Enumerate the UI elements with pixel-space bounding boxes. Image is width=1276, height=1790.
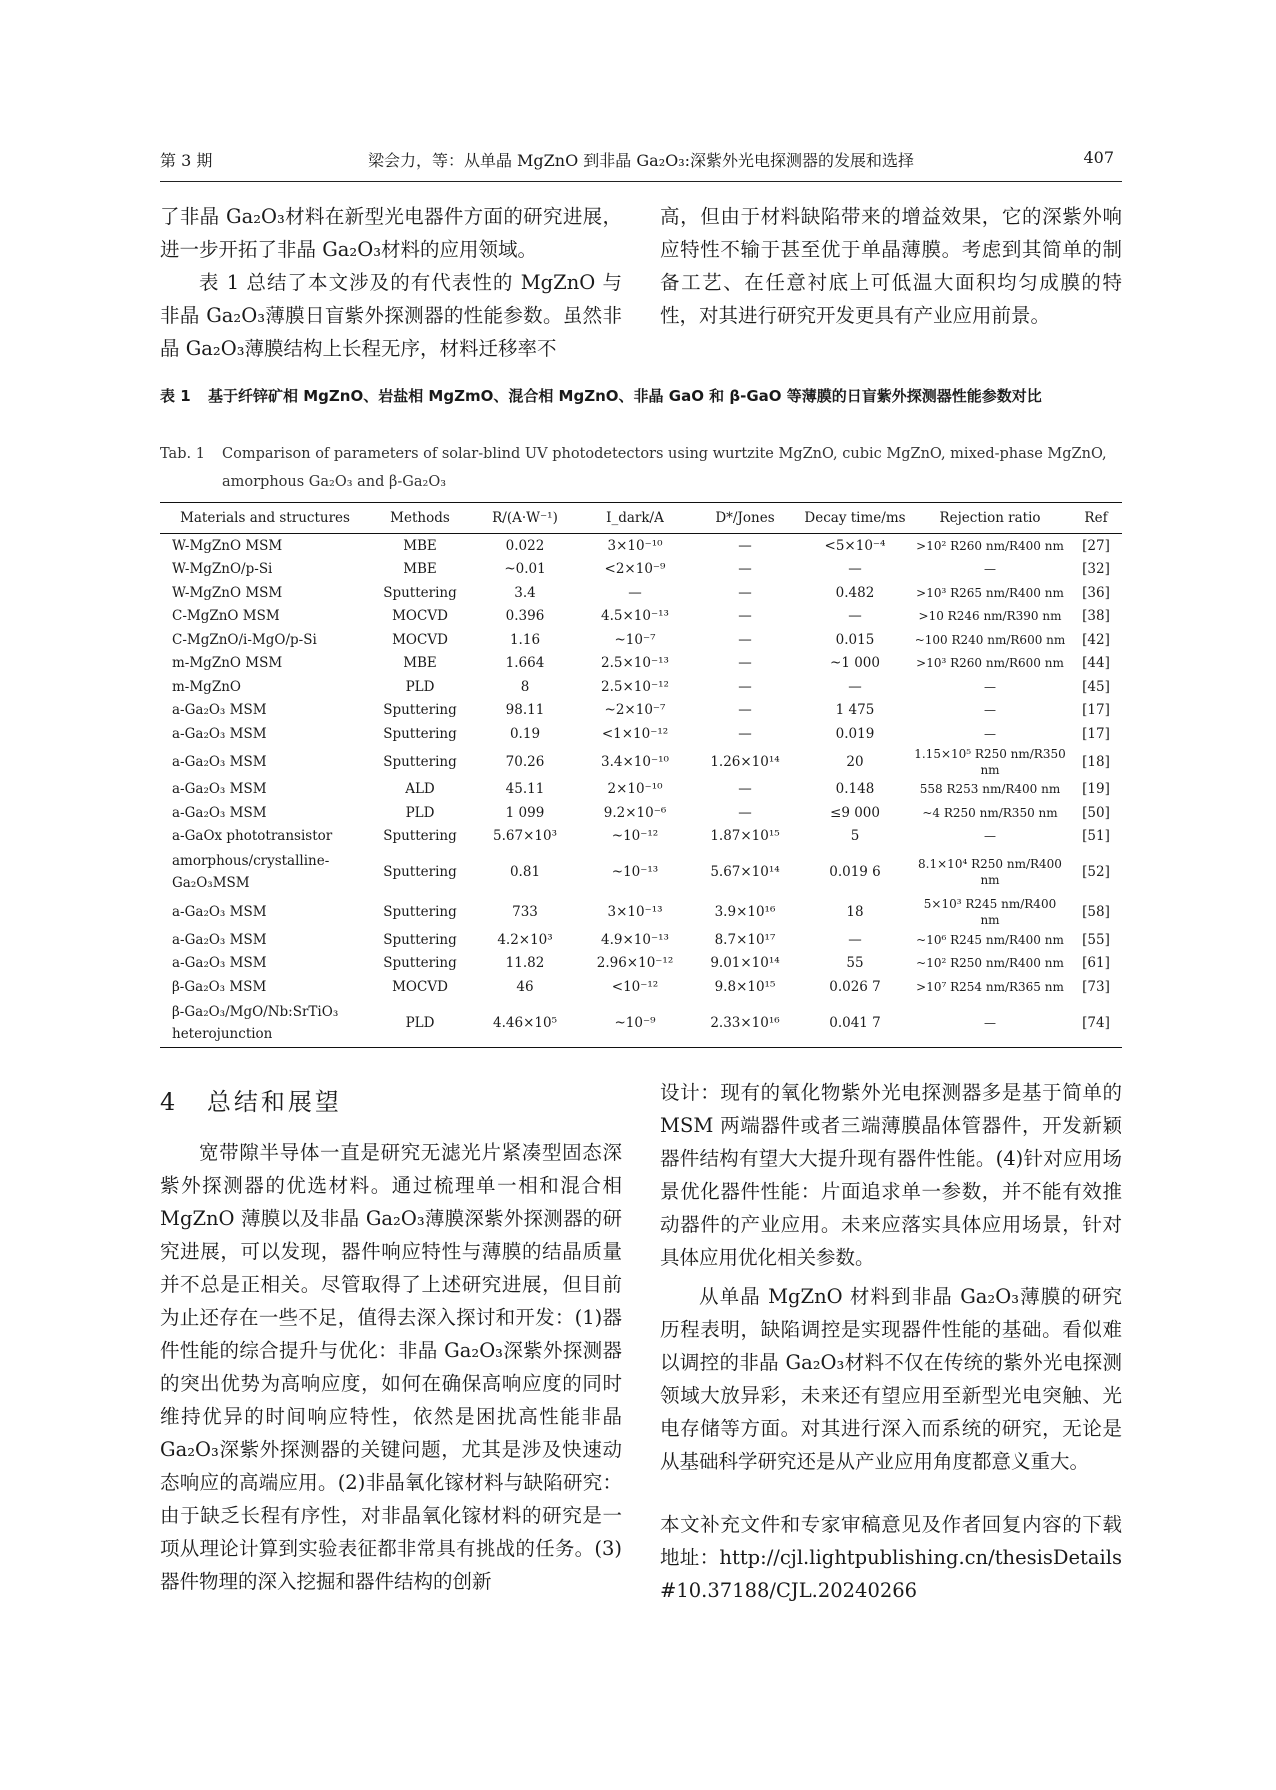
table-cell: 3.9×10¹⁶	[714, 904, 776, 920]
table-cell: PLD	[370, 999, 470, 1048]
table-cell: <1×10⁻¹²	[601, 725, 669, 742]
table-cell: [17]	[1082, 702, 1110, 719]
table-cell: ~10⁻¹³	[611, 864, 659, 880]
table-caption-label: 表 1	[160, 387, 191, 405]
table-cell: [73]	[1082, 978, 1110, 995]
section-title: 总结和展望	[206, 1088, 342, 1116]
table-cell: [42]	[1082, 631, 1110, 648]
bottom-left-column	[160, 1136, 622, 1598]
table-cell: a-GaOx phototransistor	[172, 828, 333, 845]
table-cell: [58]	[1082, 904, 1110, 920]
table-cell: 3.4	[514, 584, 536, 601]
table-cell: Sputtering	[383, 753, 457, 770]
table-cell: MBE	[403, 537, 437, 554]
table-row	[160, 558, 1122, 582]
table-cell: —	[738, 561, 752, 578]
column-header: R/(A·W⁻¹)	[470, 503, 580, 534]
column-header: Materials and structures	[160, 503, 370, 534]
table-cell: —	[738, 725, 752, 742]
table-cell: MBE	[403, 655, 437, 672]
table-caption-en	[160, 440, 1122, 496]
table-cell: [36]	[1082, 584, 1110, 601]
table-cell: [45]	[1082, 678, 1110, 695]
table-cell: 2.33×10¹⁶	[690, 999, 800, 1048]
table-cell: 2.5×10⁻¹²	[601, 678, 669, 695]
table-cell: 5×10³ R245 nm/R400 nm	[923, 897, 1057, 927]
table-cell: 0.482	[835, 584, 875, 601]
section-number: 4	[160, 1088, 179, 1116]
table-cell: 2.96×10⁻¹²	[596, 955, 674, 972]
table-cell: —	[910, 999, 1070, 1048]
table-cell: —	[848, 561, 862, 578]
table-cell: 3.4×10⁻¹⁰	[601, 753, 669, 770]
table-row	[160, 801, 1122, 825]
table-cell: 8.7×10¹⁷	[714, 931, 776, 948]
table-row	[160, 722, 1122, 746]
table-header-row	[160, 503, 1122, 534]
table-cell: ≤9 000	[830, 804, 880, 821]
paragraph: 宽带隙半导体一直是研究无滤光片紧凑型固态深紫外探测器的优选材料。通过梳理单一相和混合相 MgZnO 薄膜以及非晶 Ga₂O₃薄膜深紫外探测器的研究进展，可以发现，器件响应特性与薄膜的结晶质量并不总是正相关。尽管取得了上述研究进展，但目前为止还存在一些不足，值得去深入探讨和开发：(1)器件性能的综合提升与优化：非晶 Ga₂O₃深紫外探测器的突出优势为高响应度，如何在确保高响应度的同时维持优异的时间响应特性，依然是困扰高性能非晶 Ga₂O₃深紫外探测器的关键问题，尤其是涉及快速动态响应的高端应用。(2)非晶氧化镓材料与缺陷研究：由于缺乏长程有序性，对非晶氧化镓材料的研究是一项从理论计算到实验表征都非常具有挑战的任务。(3)器件物理的深入挖掘和器件结构的创新	[160, 1141, 622, 1593]
table-cell: Sputtering	[383, 828, 457, 845]
table-cell: >10⁷ R254 nm/R365 nm	[916, 979, 1064, 994]
table-cell: amorphous/crystalline-Ga₂O₃MSM	[172, 853, 330, 891]
table-cell: —	[738, 655, 752, 672]
table-cell: ~10⁻⁷	[614, 631, 656, 648]
table-cell: 8	[520, 678, 530, 695]
table-cell: ~10⁻¹²	[611, 828, 659, 845]
table-cell: a-Ga₂O₃ MSM	[172, 781, 267, 798]
table-cell: a-Ga₂O₃ MSM	[172, 904, 267, 920]
table-cell: [52]	[1082, 864, 1110, 880]
table-cell: [19]	[1082, 781, 1110, 798]
table-row	[160, 952, 1122, 976]
table-cell: <5×10⁻⁴	[824, 537, 886, 554]
table-cell: —	[628, 584, 642, 601]
table-cell: ~2×10⁻⁷	[604, 702, 666, 719]
table-row	[160, 581, 1122, 605]
page-number: 407	[1083, 148, 1114, 167]
table-cell: ~100 R240 nm/R600 nm	[914, 632, 1066, 647]
table-cell: 1 475	[835, 702, 875, 719]
table-cell: 1.16	[509, 631, 541, 648]
running-title: 梁会力，等：从单晶 MgZnO 到非晶 Ga₂O₃:深紫外光电探测器的发展和选择	[367, 151, 915, 170]
table-cell: 0.019	[835, 725, 875, 742]
table-cell: [55]	[1082, 931, 1110, 948]
table-cell: —	[984, 703, 996, 718]
table-cell: 0.026 7	[829, 978, 881, 995]
table-cell: >10³ R265 nm/R400 nm	[916, 585, 1064, 600]
table-cell: C-MgZnO MSM	[172, 608, 280, 625]
table-cell: a-Ga₂O₃ MSM	[172, 702, 267, 719]
table-cell: 98.11	[505, 702, 545, 719]
table-cell: m-MgZnO	[172, 678, 241, 695]
table-cell: 0.81	[509, 864, 541, 880]
table-cell: C-MgZnO/i-MgO/p-Si	[172, 631, 317, 648]
table-cell: MOCVD	[392, 631, 448, 648]
table-cell: 9.2×10⁻⁶	[603, 804, 667, 821]
table-cell: 0.019 6	[829, 864, 881, 880]
table-cell: 8.1×10⁴ R250 nm/R400 nm	[918, 857, 1062, 887]
table-row	[160, 699, 1122, 723]
table-cell: 9.01×10¹⁴	[710, 955, 780, 972]
table-cell: a-Ga₂O₃ MSM	[172, 955, 267, 972]
top-left-column	[160, 200, 622, 365]
table-cell: 1 099	[505, 804, 545, 821]
paragraph: 表 1 总结了本文涉及的有代表性的 MgZnO 与非晶 Ga₂O₃薄膜日盲紫外探测器的性能参数。虽然非晶 Ga₂O₃薄膜结构上长程无序，材料迁移率不	[160, 271, 622, 360]
table-caption-en-label: Tab. 1	[160, 446, 205, 462]
table-cell: —	[984, 726, 996, 741]
header-rule	[160, 181, 1122, 182]
table-cell: 9.8×10¹⁵	[714, 978, 776, 995]
table-cell: 2×10⁻¹⁰	[607, 781, 663, 798]
table-cell: 0.022	[505, 537, 545, 554]
table-cell: MOCVD	[392, 978, 448, 995]
table-cell: W-MgZnO MSM	[172, 584, 283, 601]
table-cell: —	[738, 584, 752, 601]
paragraph: 从单晶 MgZnO 材料到非晶 Ga₂O₃薄膜的研究历程表明，缺陷调控是实现器件性能的基础。看似难以调控的非晶 Ga₂O₃材料不仅在传统的紫外光电探测领域大放异彩，未来还有望应用至新型光电突触、光电存储等方面。对其进行深入而系统的研究，无论是从基础科学研究还是从产业应用角度都意义重大。	[660, 1285, 1122, 1473]
table-cell: 5.67×10¹⁴	[710, 864, 780, 880]
table-cell: —	[738, 678, 752, 695]
table-cell: ~10⁻⁹	[580, 999, 690, 1048]
issue-label: 第 3 期	[160, 151, 213, 170]
table-caption-text: 基于纤锌矿相 MgZnO、岩盐相 MgZmO、混合相 MgZnO、非晶 GaO 和 β-GaO 等薄膜的日盲紫外探测器性能参数对比	[208, 387, 1042, 405]
table-cell: 733	[512, 904, 538, 920]
table-cell: ~4 R250 nm/R350 nm	[922, 805, 1058, 820]
table-cell: 11.82	[505, 955, 545, 972]
table-cell: —	[738, 608, 752, 625]
table-wrapper	[160, 502, 1122, 1048]
column-header: Methods	[370, 503, 470, 534]
table-row	[160, 896, 1122, 928]
table-caption-en-text: Comparison of parameters of solar-blind UV photodetectors using wurtzite MgZnO, cubic MgZnO, mixed-phase MgZnO, amorphous Ga₂O₃ and β-Ga₂O₃	[222, 446, 1107, 490]
table-cell: 5	[850, 828, 860, 845]
supplementary-note	[660, 1508, 1122, 1607]
table-cell: MBE	[403, 561, 437, 578]
table-cell: 558 R253 nm/R400 nm	[919, 782, 1061, 797]
column-header: Rejection ratio	[910, 503, 1070, 534]
table-cell: —	[738, 781, 752, 798]
table-cell: β-Ga₂O₃ MSM	[172, 978, 267, 995]
table-cell: 55	[846, 955, 864, 972]
table-cell: a-Ga₂O₃ MSM	[172, 804, 267, 821]
table-cell: m-MgZnO MSM	[172, 655, 283, 672]
table-cell: —	[738, 537, 752, 554]
table-cell: ~1 000	[830, 655, 880, 672]
table-cell: [74]	[1070, 999, 1122, 1048]
table-cell: 1.26×10¹⁴	[710, 753, 780, 770]
table-cell: [17]	[1082, 725, 1110, 742]
table-cell: β-Ga₂O₃/MgO/Nb:SrTiO₃ heterojunction	[160, 999, 370, 1048]
table-cell: 20	[846, 753, 864, 770]
section-heading	[160, 1082, 342, 1117]
table-row	[160, 975, 1122, 999]
table-row	[160, 928, 1122, 952]
table-cell: ALD	[405, 781, 435, 798]
table-cell: —	[984, 562, 996, 577]
table-cell: —	[738, 631, 752, 648]
table-cell: 0.19	[509, 725, 541, 742]
table-cell: W-MgZnO/p-Si	[172, 561, 273, 578]
column-header: Decay time/ms	[800, 503, 910, 534]
table-cell: —	[984, 829, 996, 844]
table-cell: —	[848, 931, 862, 948]
table-cell: 46	[516, 978, 534, 995]
table-cell: [44]	[1082, 655, 1110, 672]
table-cell: 4.5×10⁻¹³	[601, 608, 669, 625]
table-row	[160, 848, 1122, 896]
table-cell: 1.87×10¹⁵	[710, 828, 780, 845]
paragraph: 了非晶 Ga₂O₃材料在新型光电器件方面的研究进展，进一步开拓了非晶 Ga₂O₃材料的应用领域。	[160, 205, 622, 261]
table-row	[160, 825, 1122, 849]
table-cell: Sputtering	[383, 584, 457, 601]
table-cell: 0.396	[505, 608, 545, 625]
table-cell: 1.15×10⁵ R250 nm/R350 nm	[914, 746, 1066, 777]
table-cell: a-Ga₂O₃ MSM	[172, 931, 267, 948]
column-header: D*/Jones	[690, 503, 800, 534]
table-cell: 70.26	[505, 753, 545, 770]
table-cell: [18]	[1082, 753, 1110, 770]
table-cell: [32]	[1082, 561, 1110, 578]
column-header: I_dark/A	[580, 503, 690, 534]
table-row	[160, 746, 1122, 778]
table-cell: PLD	[405, 678, 435, 695]
running-header	[160, 148, 1122, 178]
table-cell: 0.041 7	[800, 999, 910, 1048]
table-row	[160, 534, 1122, 558]
table-cell: <10⁻¹²	[611, 978, 659, 995]
table-cell: PLD	[405, 804, 435, 821]
paragraph: 设计：现有的氧化物紫外光电探测器多是基于简单的 MSM 两端器件或者三端薄膜晶体管器件，开发新颖器件结构有望大大提升现有器件性能。(4)针对应用场景优化器件性能：片面追求单一参数，并不能有效推动器件的产业应用。未来应落实具体应用场景，针对具体应用优化相关参数。	[660, 1081, 1122, 1269]
bottom-right-column	[660, 1076, 1122, 1607]
table-cell: 3×10⁻¹³	[607, 904, 663, 920]
table-cell: [51]	[1082, 828, 1110, 845]
parameters-table	[160, 502, 1122, 1048]
table-cell: 0.148	[835, 781, 875, 798]
table-cell: [27]	[1082, 537, 1110, 554]
table-cell: Sputtering	[383, 864, 457, 880]
table-cell: 3×10⁻¹⁰	[607, 537, 663, 554]
table-row	[160, 652, 1122, 676]
paragraph: 高，但由于材料缺陷带来的增益效果，它的深紫外响应特性不输于甚至优于单晶薄膜。考虑到其简单的制备工艺、在任意衬底上可低温大面积均匀成膜的特性，对其进行研究开发更具有产业应用前景。	[660, 205, 1122, 327]
table-cell: —	[738, 804, 752, 821]
table-cell: [50]	[1082, 804, 1110, 821]
table-cell: 1.664	[505, 655, 545, 672]
table-cell: —	[984, 679, 996, 694]
table-cell: a-Ga₂O₃ MSM	[172, 753, 267, 770]
table-row	[160, 605, 1122, 629]
table-cell: >10 R246 nm/R390 nm	[918, 609, 1062, 624]
table-cell: 0.015	[835, 631, 875, 648]
table-row	[160, 999, 1122, 1048]
table-cell: 18	[846, 904, 864, 920]
table-cell: ~0.01	[504, 561, 546, 578]
table-cell: Sputtering	[383, 904, 457, 920]
table-cell: Sputtering	[383, 931, 457, 948]
table-cell: 45.11	[505, 781, 545, 798]
table-cell: MOCVD	[392, 608, 448, 625]
table-cell: —	[848, 678, 862, 695]
table-cell: >10² R260 nm/R400 nm	[916, 538, 1064, 553]
column-header: Ref	[1070, 503, 1122, 534]
table-row	[160, 675, 1122, 699]
table-cell: <2×10⁻⁹	[604, 561, 666, 578]
table-cell: Sputtering	[383, 702, 457, 719]
table-cell: 4.9×10⁻¹³	[601, 931, 669, 948]
table-cell: 5.67×10³	[493, 828, 557, 845]
table-cell: —	[848, 608, 862, 625]
table-cell: ~10⁶ R245 nm/R400 nm	[916, 932, 1064, 947]
table-cell: a-Ga₂O₃ MSM	[172, 725, 267, 742]
table-cell: ~10² R250 nm/R400 nm	[916, 956, 1064, 971]
table-cell: 4.46×10⁵	[470, 999, 580, 1048]
table-cell: [61]	[1082, 955, 1110, 972]
table-caption-zh	[160, 382, 1122, 410]
table-cell: >10³ R260 nm/R600 nm	[916, 656, 1064, 671]
table-cell: [38]	[1082, 608, 1110, 625]
supplementary-note-text: 本文补充文件和专家审稿意见及作者回复内容的下载地址：	[660, 1513, 1122, 1569]
table-cell: Sputtering	[383, 725, 457, 742]
table-cell: Sputtering	[383, 955, 457, 972]
table-cell: 4.2×10³	[497, 931, 553, 948]
top-right-column	[660, 200, 1122, 332]
table-cell: 2.5×10⁻¹³	[601, 655, 669, 672]
table-row	[160, 778, 1122, 802]
table-cell: W-MgZnO MSM	[172, 537, 283, 554]
table-cell: —	[738, 702, 752, 719]
table-row	[160, 628, 1122, 652]
supplementary-link[interactable]: http://cjl.lightpublishing.cn/thesisDetails#10.37188/CJL.20240266	[660, 1546, 1122, 1602]
